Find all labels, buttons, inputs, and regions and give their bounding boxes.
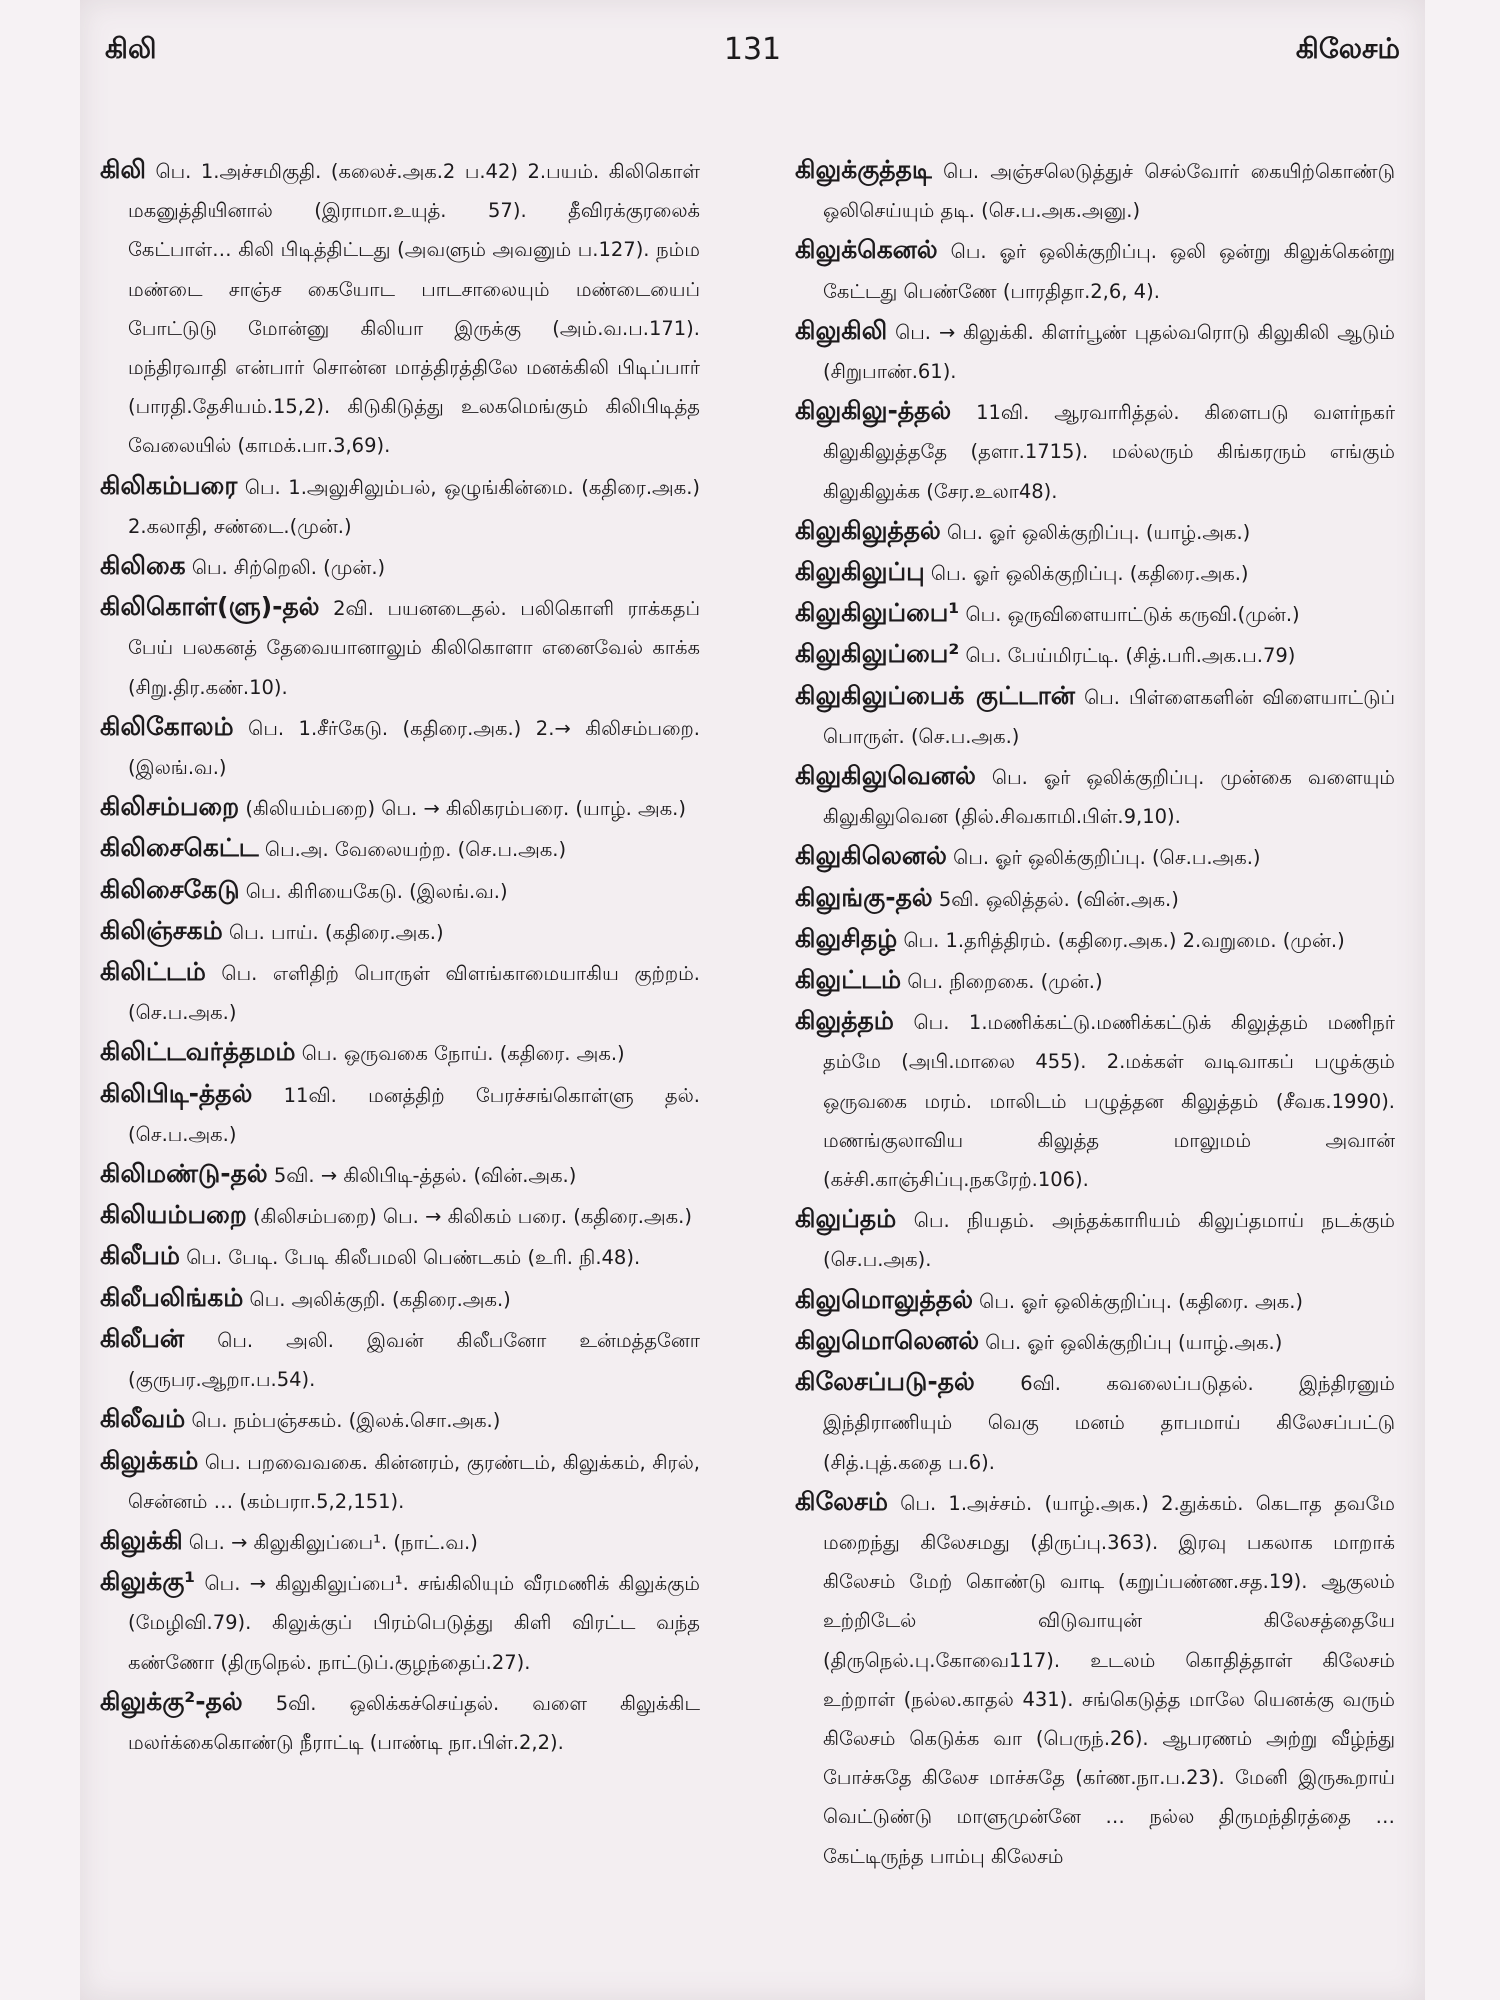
entry-headword: கிலுட்டம் — [795, 965, 902, 995]
entry-definition: பெ. 1.அச்சம். (யாழ்.அக.) 2.துக்கம். கெடாத தவமே மறைந்து கிலேசமது (திருப்பு.363). இரவு பகலாக மாறாக் கிலேசம் மேற் கொண்டு வாடி (கறுப்பண்ண.சத.19). ஆகுலம் உற்றிடேல் விடுவாயுன் கிலேசத்தையே (திருநெல்.பு.கோவை117). உடலம் கொதித்தாள் கிலேசம் உற்றாள் (நல்ல.காதல் 431). சங்கெடுத்த மாலே யெனக்கு வரும் கிலேசம் கெடுக்க வா (பெருந்.26). ஆபரணம் அற்று வீழ்ந்து போச்சுதே கிலேச மாச்சுதே (கர்ண.நா.ப.23). மேனி இருகூறாய் வெட்டுண்டு மாளுமுன்னே … நல்ல திருமந்திரத்தை … கேட்டிருந்த பாம்பு கிலேசம் — [823, 1491, 1395, 1868]
entry-headword: கிலுகிலுத்தல் — [795, 515, 941, 545]
dictionary-entry — [100, 546, 700, 587]
page-number: 131 — [723, 32, 782, 67]
entry-headword: கிலுமொலுத்தல் — [795, 1284, 973, 1314]
entry-headword: கிலுக்கெனல் — [795, 235, 938, 265]
entry-headword: கிலுகிலுப்பைக் குட்டான் — [795, 680, 1076, 710]
dictionary-entry — [100, 1399, 700, 1440]
entry-definition: பெ. பேய்மிரட்டி. (சித்.பரி.அக.ப.79) — [965, 644, 1296, 668]
dictionary-entry — [100, 1521, 700, 1562]
entry-definition: பெ. பறவைவகை. கின்னரம், குரண்டம், கிலுக்கம், சிரல், சென்னம் … (கம்பரா.5,2,151). — [128, 1450, 700, 1513]
entry-definition: பெ. 1.அலுசிலும்பல், ஒழுங்கின்மை. (கதிரை.அக.) 2.கலாதி, சண்டை.(முன்.) — [128, 475, 701, 538]
dictionary-entry — [100, 1032, 700, 1073]
entry-definition: பெ. ஒருவகை நோய். (கதிரை. அக.) — [301, 1042, 625, 1066]
entry-definition: பெ. நம்பஞ்சகம். (இலக்.சொ.அக.) — [191, 1409, 501, 1433]
entry-headword: கிலுகிலுப்பு — [795, 557, 925, 587]
page-header — [80, 32, 1425, 82]
dictionary-entry — [795, 311, 1395, 391]
entry-headword: கிலுக்கி — [100, 1525, 183, 1555]
entry-headword: கிலீபன் — [100, 1323, 185, 1353]
dictionary-entry — [795, 1362, 1395, 1482]
dictionary-entry — [795, 836, 1395, 877]
entry-definition: பெ. பேடி. பேடி கிலீபமலி பெண்டகம் (உரி. நி.48). — [186, 1246, 641, 1270]
entry-headword: கிலிட்டம் — [100, 957, 206, 987]
dictionary-entry — [795, 391, 1395, 511]
entry-definition: 11வி. மனத்திற் பேரச்சங்கொள்ளு தல். (செ.ப.அக.) — [128, 1083, 700, 1146]
dictionary-entry — [100, 466, 700, 546]
entry-headword: கிலிசம்பறை — [100, 792, 240, 822]
dictionary-page — [80, 0, 1425, 2000]
entry-headword: கிலிமண்டு-தல் — [100, 1159, 268, 1189]
dictionary-entry — [100, 952, 700, 1032]
entry-definition: 5வி. ஒலிக்கச்செய்தல். வளை கிலுக்கிட மலர்க்கைகொண்டு நீராட்டி (பாண்டி நா.பிள்.2,2). — [128, 1691, 700, 1754]
entry-headword: கிலிசைகெட்ட — [100, 833, 259, 863]
dictionary-entry — [795, 1280, 1395, 1321]
dictionary-entry — [795, 960, 1395, 1001]
dictionary-entry — [795, 552, 1395, 593]
entry-definition: பெ.அ. வேலையற்ற. (செ.ப.அக.) — [264, 838, 567, 862]
entry-definition: பெ. கிரியைகேடு. (இலங்.வ.) — [245, 879, 508, 903]
dictionary-entry — [795, 593, 1395, 634]
entry-headword: கிலுகிலெனல் — [795, 841, 947, 871]
entry-definition: 6வி. கவலைப்படுதல். இந்திரனும் இந்திராணியும் வெகு மனம் தாபமாய் கிலேசப்பட்டு (சித்.புத்.கதை ப.6). — [823, 1372, 1395, 1474]
entry-definition: பெ. ஓர் ஒலிக்குறிப்பு. (யாழ்.அக.) — [947, 520, 1251, 544]
dictionary-entry — [795, 1321, 1395, 1362]
dictionary-entry — [100, 1154, 700, 1195]
dictionary-entry — [100, 1195, 700, 1236]
dictionary-entry — [795, 150, 1395, 230]
entry-headword: கிலுமொலெனல் — [795, 1325, 980, 1355]
dictionary-entry — [100, 1682, 700, 1762]
entry-headword: கிலுகிலு-த்தல் — [795, 396, 952, 426]
entry-definition: 5வி. ஒலித்தல். (வின்.அக.) — [938, 887, 1179, 911]
entry-headword: கிலீபம் — [100, 1241, 180, 1271]
entry-headword: கிலுங்கு-தல் — [795, 882, 933, 912]
entry-definition: பெ. பிள்ளைகளின் விளையாட்டுப் பொருள். (செ.ப.அக.) — [823, 685, 1395, 748]
entry-definition: பெ. 1.அச்சமிகுதி. (கலைச்.அக.2 ப.42) 2.பயம். கிலிகொள் மகனுத்தியினால் (இராமா.உயுத். 57). தீவிரக்குரலைக் கேட்பாள்… கிலி பிடித்திட்டது (அவளும் அவனும் ப.127). நம்ம மண்டை சாஞ்ச கையோட பாடசாலையும் மண்டையைப் போட்டுடு மோன்னு கிலியா இருக்கு (அம்.வ.ப.171). மந்திரவாதி என்பார் சொன்ன மாத்திரத்திலே மனக்கிலி பிடிப்பார் (பாரதி.தேசியம்.15,2). கிடுகிடுத்து உலகமெங்கும் கிலிபிடித்த வேலையில் (காமக்.பா.3,69). — [128, 160, 701, 458]
entry-definition: பெ. → கிலுகிலுப்பை¹. சங்கிலியும் வீரமணிக் கிலுக்கும் (மேழிவி.79). கிலுக்குப் பிரம்பெடுத்து கிளி விரட்ட வந்த கண்ணோ (திருநெல். நாட்டுப்.குழந்தைப்.27). — [128, 1572, 700, 1674]
dictionary-entry — [795, 878, 1395, 919]
entry-headword: கிலிகம்பரை — [100, 470, 238, 500]
right-column — [795, 150, 1395, 1876]
header-first-word: கிலி — [105, 32, 157, 65]
dictionary-entry — [795, 919, 1395, 960]
dictionary-entry — [795, 1482, 1395, 1876]
entry-definition: பெ. அலி. இவன் கிலீபனோ உன்மத்தனோ (குருபர.ஆறா.ப.54). — [128, 1328, 700, 1392]
dictionary-entry — [100, 1074, 700, 1154]
header-last-word: கிலேசம் — [1295, 32, 1400, 65]
dictionary-entry — [100, 1441, 700, 1521]
entry-definition: பெ. நிறைகை. (முன்.) — [907, 970, 1103, 994]
dictionary-entry — [100, 1278, 700, 1319]
dictionary-entry — [795, 676, 1395, 756]
entry-definition: (கிலிசம்பறை) பெ. → கிலிகம் பரை. (கதிரை.அக.) — [252, 1205, 692, 1229]
dictionary-entry — [100, 870, 700, 911]
dictionary-entry — [100, 587, 700, 707]
entry-headword: கிலுகிலி — [795, 315, 888, 345]
dictionary-entry — [100, 150, 700, 466]
entry-definition: பெ. சிற்றெலி. (முன்.) — [191, 556, 386, 580]
entry-headword: கிலிகொள்(ளு)-தல் — [100, 592, 320, 622]
entry-headword: கிலிகை — [100, 551, 186, 581]
entry-definition: பெ. 1.சீர்கேடு. (கதிரை.அக.) 2.→ கிலிசம்பறை. (இலங்.வ.) — [128, 716, 700, 780]
entry-headword: கிலுக்கம் — [100, 1445, 199, 1475]
dictionary-entry — [100, 1562, 700, 1682]
entry-definition: பெ. எளிதிற் பொருள் விளங்காமையாகிய குற்றம். (செ.ப.அக.) — [128, 962, 701, 1025]
entry-definition: பெ. 1.தரித்திரம். (கதிரை.அக.) 2.வறுமை. (முன்.) — [903, 928, 1345, 952]
dictionary-entry — [100, 828, 700, 869]
entry-definition: பெ. நியதம். அந்தக்காரியம் கிலுப்தமாய் நடக்கும் (செ.ப.அக). — [823, 1209, 1395, 1272]
entry-headword: கிலேசம் — [795, 1486, 888, 1516]
entry-headword: கிலுகிலுவெனல் — [795, 761, 976, 791]
entry-definition: 2வி. பயனடைதல். பலிகொளி ராக்கதப் பேய் பலகனத் தேவையானாலும் கிலிகொளா எனைவேல் காக்க (சிறு.திர.கண்.10). — [128, 597, 700, 699]
entry-headword: கிலிகோலம் — [100, 711, 234, 741]
entry-headword: கிலுகிலுப்பை¹ — [795, 598, 960, 628]
entry-definition: பெ. → கிலுக்கி. கிளர்பூண் புதல்வரொடு கிலுகிலி ஆடும் (சிறுபாண்.61). — [823, 320, 1395, 384]
dictionary-entry — [100, 787, 700, 828]
entry-headword: கிலுத்தம் — [795, 1006, 894, 1036]
dictionary-entry — [795, 511, 1395, 552]
entry-headword: கிலீபலிங்கம் — [100, 1282, 244, 1312]
entry-definition: பெ. அஞ்சலெடுத்துச் செல்வோர் கையிற்கொண்டு ஒலிசெய்யும் தடி. (செ.ப.அக.அனு.) — [823, 160, 1395, 223]
entry-definition: பெ. 1.மணிக்கட்டு.மணிக்கட்டுக் கிலுத்தம் மணிநர் தம்மே (அபி.மாலை 455). 2.மக்கள் வடிவாகப் பழுக்கும் ஒருவகை மரம். மாலிடம் பழுத்தன கிலுத்தம் (சீவக.1990). மணங்குலாவிய கிலுத்த மாலுமம் அவான் (கச்சி.காஞ்சிப்பு.நகரேற்.106). — [823, 1011, 1395, 1192]
entry-definition: பெ. அலிக்குறி. (கதிரை.அக.) — [249, 1287, 511, 1311]
entry-headword: கிலிஞ்சகம் — [100, 915, 223, 945]
entry-definition: பெ. ஓர் ஒலிக்குறிப்பு. முன்கை வளையும் கிலுகிலுவென (தில்.சிவகாமி.பிள்.9,10). — [823, 766, 1395, 829]
dictionary-entry — [795, 230, 1395, 310]
entry-headword: கிலுசிதழ் — [795, 923, 898, 953]
entry-headword: கிலி — [100, 155, 146, 184]
entry-headword: கிலிசைகேடு — [100, 874, 240, 904]
entry-headword: கிலேசப்படு-தல் — [795, 1367, 975, 1397]
dictionary-entry — [795, 1199, 1395, 1279]
entry-definition: பெ. ஒருவிளையாட்டுக் கருவி.(முன்.) — [965, 603, 1300, 627]
dictionary-entry — [100, 911, 700, 952]
entry-headword: கிலுகிலுப்பை² — [795, 639, 960, 669]
entry-definition: பெ. ஓர் ஒலிக்குறிப்பு. (செ.ப.அக.) — [953, 846, 1261, 870]
entry-headword: கிலீவம் — [100, 1404, 186, 1434]
entry-definition: 5வி. → கிலிபிடி-த்தல். (வின்.அக.) — [273, 1164, 577, 1188]
entry-headword: கிலுக்குத்தடி — [795, 155, 932, 184]
dictionary-entry — [795, 1001, 1395, 1199]
entry-headword: கிலிட்டவர்த்தமம் — [100, 1037, 296, 1067]
left-column — [100, 150, 700, 1762]
dictionary-entry — [795, 756, 1395, 836]
entry-definition: பெ. → கிலுகிலுப்பை¹. (நாட்.வ.) — [188, 1530, 478, 1554]
entry-definition: (கிலியம்பறை) பெ. → கிலிகரம்பரை. (யாழ். அக.) — [245, 797, 686, 821]
entry-definition: பெ. ஓர் ஒலிக்குறிப்பு. (கதிரை.அக.) — [930, 562, 1249, 586]
entry-definition: பெ. பாய். (கதிரை.அக.) — [228, 920, 444, 944]
entry-headword: கிலுக்கு²-தல் — [100, 1686, 243, 1716]
dictionary-entry — [100, 707, 700, 787]
entry-definition: பெ. ஓர் ஒலிக்குறிப்பு. (கதிரை. அக.) — [979, 1289, 1304, 1313]
entry-headword: கிலுப்தம் — [795, 1204, 897, 1234]
dictionary-entry — [795, 634, 1395, 675]
entry-definition: பெ. ஓர் ஒலிக்குறிப்பு. ஒலி ஒன்று கிலுக்கென்று கேட்டது பெண்ணே (பாரதிதா.2,6, 4). — [823, 240, 1396, 303]
dictionary-entry — [100, 1319, 700, 1399]
entry-headword: கிலுக்கு¹ — [100, 1567, 196, 1597]
entry-definition: 11வி. ஆரவாரித்தல். கிளைபடு வளர்நகர் கிலுகிலுத்ததே (தளா.1715). மல்லரும் கிங்கரரும் எங்கும் கிலுகிலுக்க (சேர.உலா48). — [823, 401, 1396, 503]
dictionary-entry — [100, 1236, 700, 1277]
entry-definition: பெ. ஓர் ஒலிக்குறிப்பு (யாழ்.அக.) — [985, 1330, 1283, 1354]
entry-headword: கிலிபிடி-த்தல் — [100, 1078, 253, 1108]
entry-headword: கிலியம்பறை — [100, 1200, 247, 1230]
